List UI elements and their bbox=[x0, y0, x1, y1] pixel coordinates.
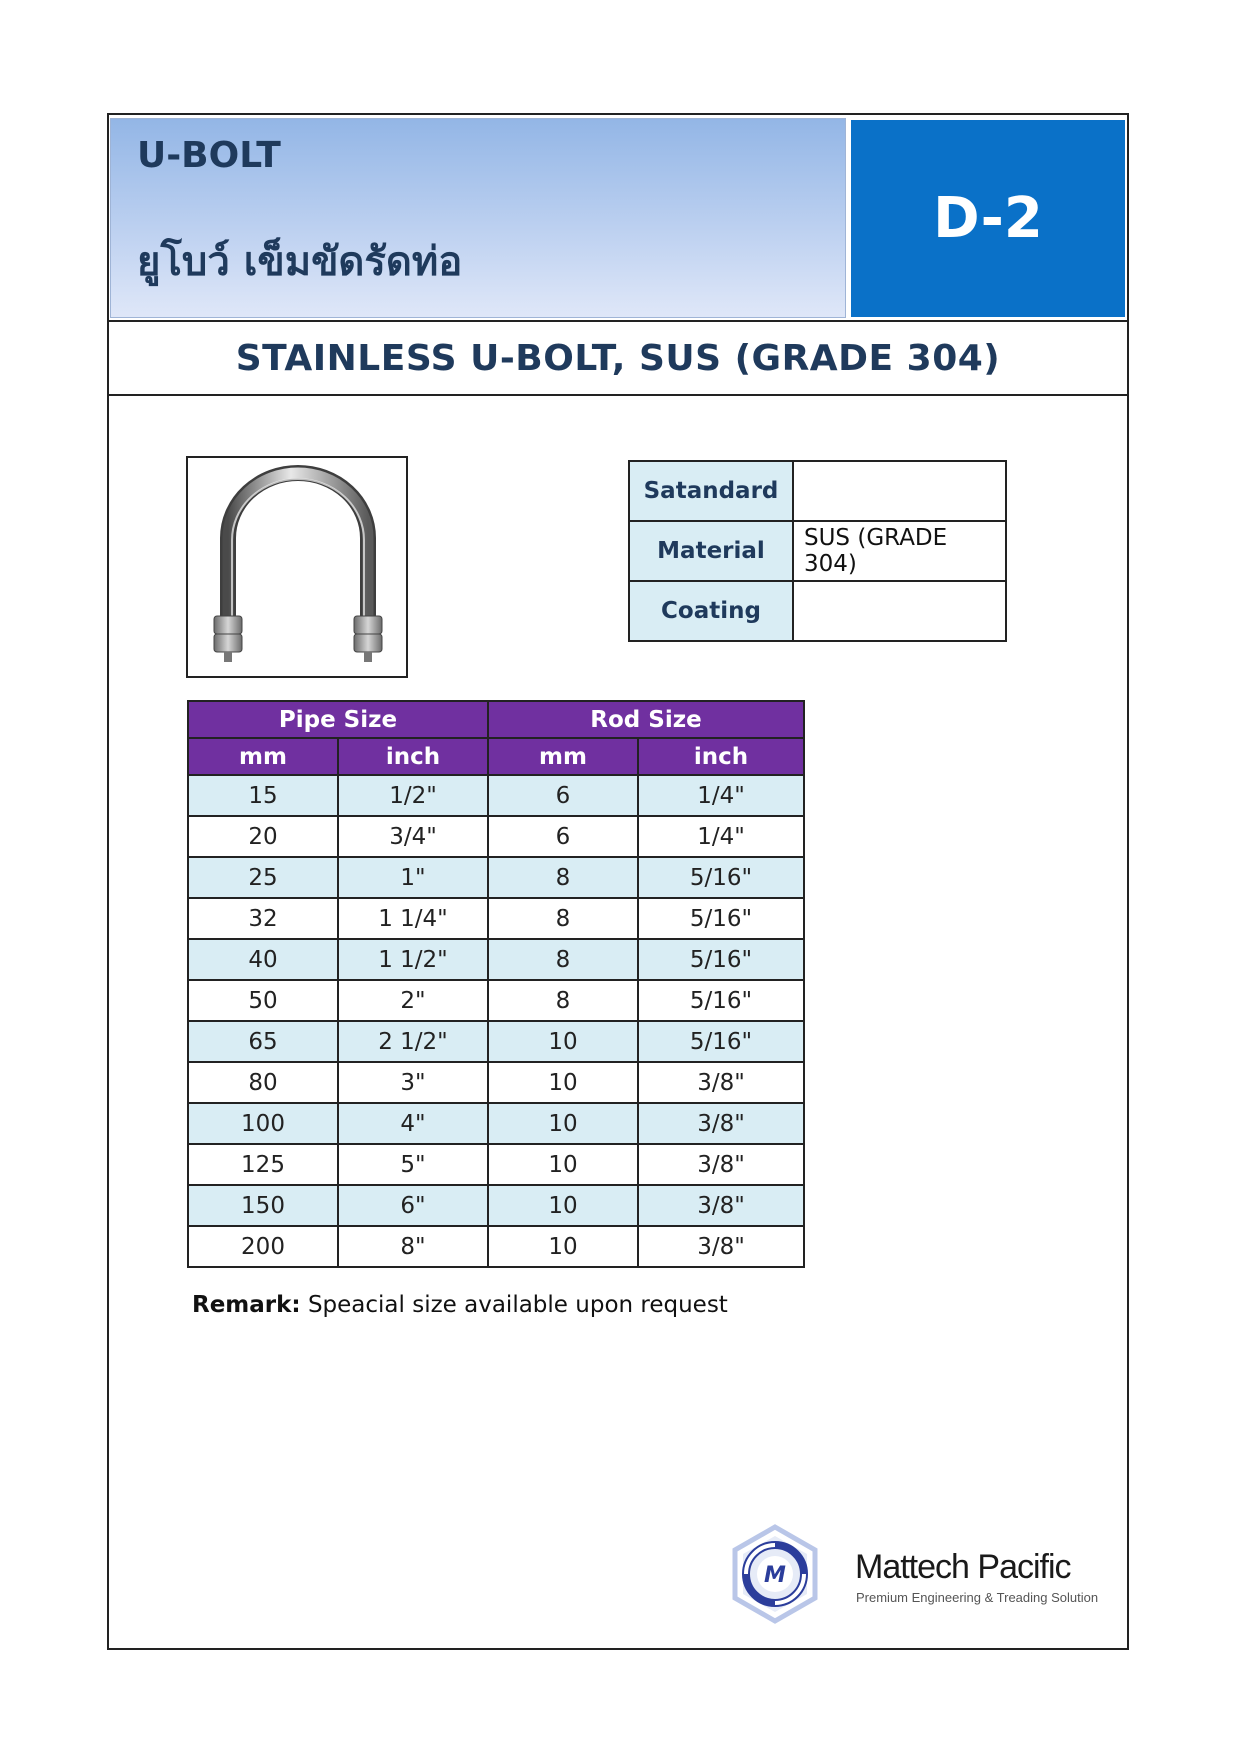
column-header: inch bbox=[338, 738, 488, 775]
table-cell: 32 bbox=[188, 898, 338, 939]
table-row bbox=[188, 857, 804, 898]
product-code-panel bbox=[851, 120, 1125, 317]
spec-label: Material bbox=[629, 521, 793, 581]
table-row bbox=[188, 816, 804, 857]
header-title-panel bbox=[110, 118, 846, 318]
company-logo bbox=[730, 1524, 820, 1624]
column-header: mm bbox=[488, 738, 638, 775]
table-cell: 10 bbox=[488, 1226, 638, 1267]
table-cell: 8 bbox=[488, 939, 638, 980]
table-cell: 15 bbox=[188, 775, 338, 816]
table-cell: 8 bbox=[488, 898, 638, 939]
table-cell: 25 bbox=[188, 857, 338, 898]
table-row bbox=[188, 1144, 804, 1185]
spec-row bbox=[629, 581, 1006, 641]
table-row bbox=[188, 1185, 804, 1226]
table-cell: 5/16" bbox=[638, 857, 804, 898]
table-cell: 50 bbox=[188, 980, 338, 1021]
table-cell: 5" bbox=[338, 1144, 488, 1185]
group-header-rod-size: Rod Size bbox=[488, 701, 804, 738]
product-title-en: U-BOLT bbox=[137, 135, 281, 176]
table-cell: 3/8" bbox=[638, 1062, 804, 1103]
spec-row bbox=[629, 521, 1006, 581]
spec-value bbox=[793, 581, 1006, 641]
table-cell: 6 bbox=[488, 816, 638, 857]
table-cell: 80 bbox=[188, 1062, 338, 1103]
group-header-row bbox=[188, 701, 804, 738]
table-cell: 2" bbox=[338, 980, 488, 1021]
table-cell: 5/16" bbox=[638, 898, 804, 939]
group-header-pipe-size: Pipe Size bbox=[188, 701, 488, 738]
table-cell: 3/8" bbox=[638, 1226, 804, 1267]
spec-table bbox=[628, 460, 1007, 642]
table-cell: 1" bbox=[338, 857, 488, 898]
table-cell: 1/4" bbox=[638, 775, 804, 816]
table-row bbox=[188, 898, 804, 939]
table-cell: 10 bbox=[488, 1103, 638, 1144]
logo-letter: M bbox=[764, 1563, 786, 1588]
u-bolt-photo bbox=[186, 456, 408, 678]
table-cell: 20 bbox=[188, 816, 338, 857]
table-cell: 3/4" bbox=[338, 816, 488, 857]
table-cell: 125 bbox=[188, 1144, 338, 1185]
table-cell: 65 bbox=[188, 1021, 338, 1062]
table-cell: 4" bbox=[338, 1103, 488, 1144]
table-cell: 1 1/2" bbox=[338, 939, 488, 980]
column-header: inch bbox=[638, 738, 804, 775]
table-row bbox=[188, 1103, 804, 1144]
spec-row bbox=[629, 461, 1006, 521]
table-cell: 1/4" bbox=[638, 816, 804, 857]
table-cell: 2 1/2" bbox=[338, 1021, 488, 1062]
company-tagline: Premium Engineering & Treading Solution bbox=[856, 1590, 1099, 1605]
table-cell: 10 bbox=[488, 1185, 638, 1226]
table-row bbox=[188, 939, 804, 980]
spec-value: SUS (GRADE 304) bbox=[793, 521, 1006, 581]
table-cell: 5/16" bbox=[638, 1021, 804, 1062]
table-row bbox=[188, 1021, 804, 1062]
table-cell: 150 bbox=[188, 1185, 338, 1226]
table-cell: 6" bbox=[338, 1185, 488, 1226]
table-cell: 5/16" bbox=[638, 980, 804, 1021]
table-cell: 5/16" bbox=[638, 939, 804, 980]
product-subtitle: STAINLESS U-BOLT, SUS (GRADE 304) bbox=[235, 337, 1001, 379]
table-cell: 10 bbox=[488, 1144, 638, 1185]
table-cell: 3/8" bbox=[638, 1185, 804, 1226]
size-table bbox=[187, 700, 805, 1268]
table-cell: 8 bbox=[488, 857, 638, 898]
divider bbox=[107, 394, 1129, 396]
table-cell: 10 bbox=[488, 1062, 638, 1103]
company-name: Mattech Pacific bbox=[855, 1548, 1071, 1586]
spec-value bbox=[793, 461, 1006, 521]
table-cell: 1 1/4" bbox=[338, 898, 488, 939]
remark-note bbox=[192, 1292, 728, 1318]
remark-label: Remark: bbox=[192, 1292, 301, 1318]
table-cell: 8 bbox=[488, 980, 638, 1021]
table-cell: 3/8" bbox=[638, 1144, 804, 1185]
table-cell: 3" bbox=[338, 1062, 488, 1103]
spec-label: Satandard bbox=[629, 461, 793, 521]
remark-text: Speacial size available upon request bbox=[307, 1292, 728, 1318]
table-cell: 1/2" bbox=[338, 775, 488, 816]
product-title-th: ยูโบว์ เข็มขัดรัดท่อ bbox=[137, 239, 463, 285]
table-cell: 8" bbox=[338, 1226, 488, 1267]
table-cell: 3/8" bbox=[638, 1103, 804, 1144]
table-row bbox=[188, 1226, 804, 1267]
sub-header-row bbox=[188, 738, 804, 775]
u-bolt-image bbox=[188, 458, 406, 676]
table-cell: 10 bbox=[488, 1021, 638, 1062]
table-cell: 200 bbox=[188, 1226, 338, 1267]
company-logo-icon bbox=[730, 1524, 820, 1624]
table-row bbox=[188, 775, 804, 816]
product-code: D-2 bbox=[933, 186, 1043, 251]
column-header: mm bbox=[188, 738, 338, 775]
table-row bbox=[188, 1062, 804, 1103]
table-cell: 6 bbox=[488, 775, 638, 816]
table-row bbox=[188, 980, 804, 1021]
table-cell: 100 bbox=[188, 1103, 338, 1144]
spec-label: Coating bbox=[629, 581, 793, 641]
table-cell: 40 bbox=[188, 939, 338, 980]
